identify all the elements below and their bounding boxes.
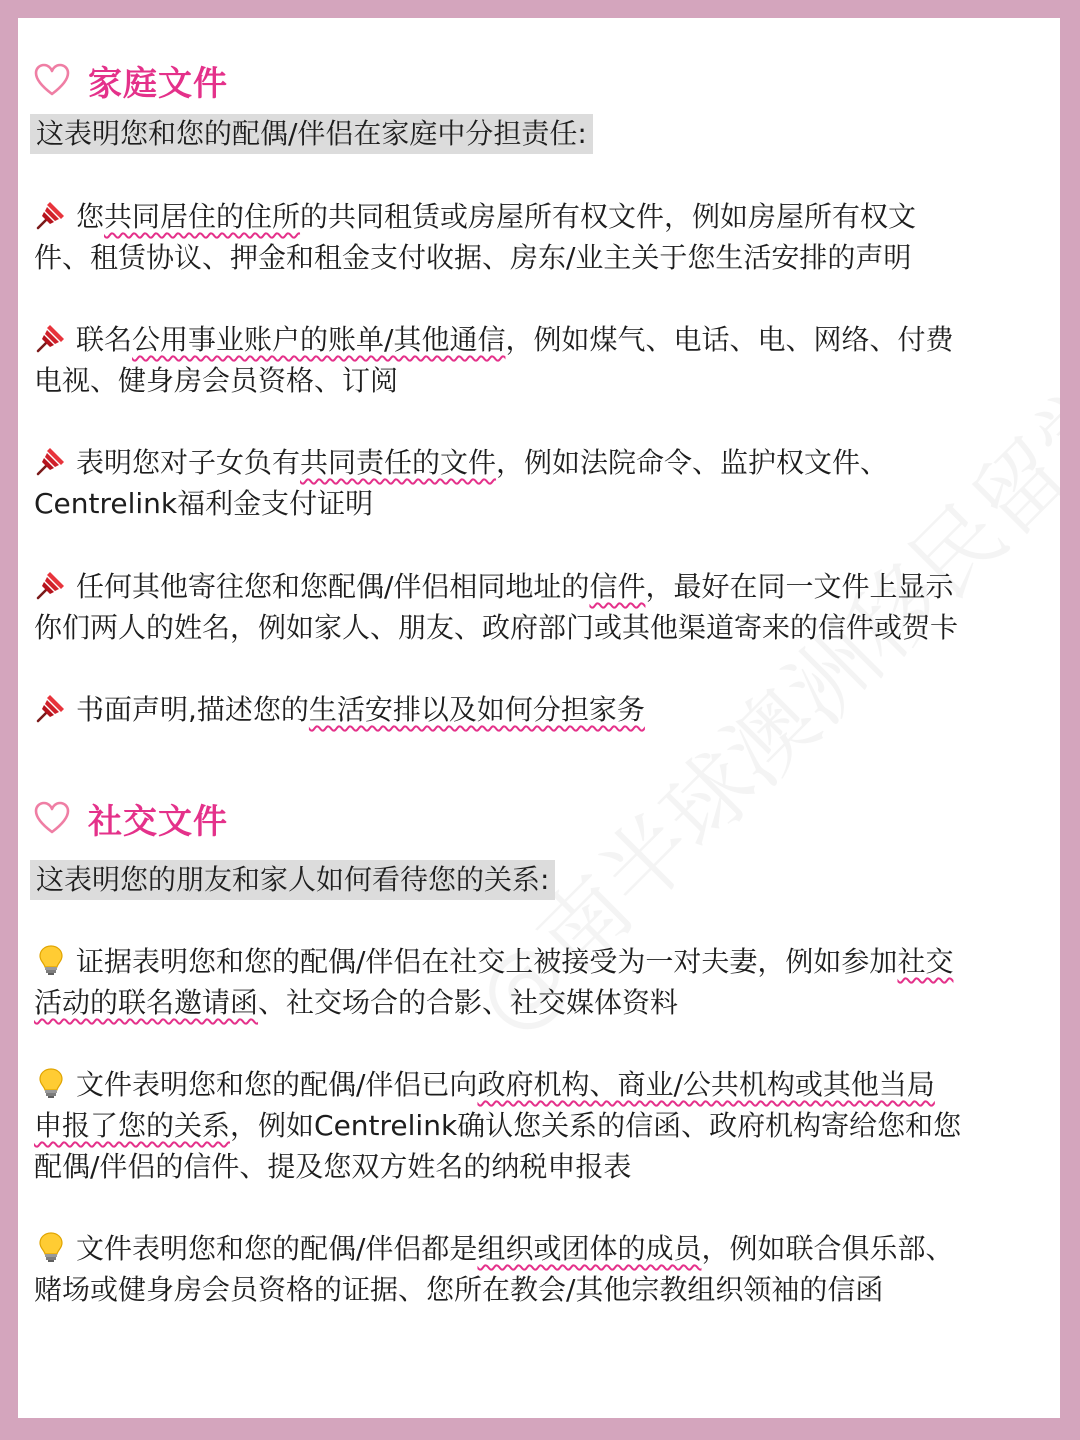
section-intro: 这表明您和您的配偶/伴侣在家庭中分担责任: <box>30 114 593 154</box>
heart-outline-icon <box>34 63 70 97</box>
list-item <box>34 319 1042 401</box>
item-line <box>34 566 1042 607</box>
item-text: 、社交场合的合影、社交媒体资料 <box>258 986 679 1019</box>
item-text: 赌场或健身房会员资格的证据、您所在教会/其他宗教组织领袖的信函 <box>34 1273 884 1306</box>
pushpin-icon <box>34 568 68 602</box>
item-line <box>34 360 1042 401</box>
document-page <box>18 18 1060 1418</box>
item-text: 的共同租赁或房屋所有权文件，例如房屋所有权文 <box>300 200 917 233</box>
pushpin-icon <box>34 691 68 725</box>
item-text: 书面声明,描述您的 <box>76 693 309 726</box>
item-text: 证据表明您和您的配偶/伴侣在社交上被接受为一对夫妻，例如参加 <box>76 945 898 978</box>
list-item <box>34 1064 1042 1187</box>
underlined-text: 生活安排以及如何分担家务 <box>308 693 645 726</box>
lightbulb-icon <box>34 943 68 977</box>
item-text: 件、租赁协议、押金和租金支付收据、房东/业主关于您生活安排的声明 <box>34 241 912 274</box>
item-text: Centrelink福利金支付证明 <box>34 487 374 520</box>
item-text: ，例如Centrelink确认您关系的信函、政府机构寄给您和您 <box>230 1109 962 1142</box>
section-intro: 这表明您的朋友和家人如何看待您的关系: <box>30 860 555 900</box>
item-line <box>34 607 1042 648</box>
underlined-text: 政府机构、商业/公共机构或其他当局 <box>477 1068 935 1101</box>
item-text: ，例如联合俱乐部、 <box>701 1232 954 1265</box>
item-text: ，最好在同一文件上显示 <box>645 570 954 603</box>
item-text: 配偶/伴侣的信件、提及您双方姓名的纳税申报表 <box>34 1150 632 1183</box>
item-text: 您 <box>76 200 105 233</box>
item-line <box>34 1105 1042 1146</box>
underlined-text: 信件 <box>589 570 646 603</box>
pushpin-icon <box>34 444 68 478</box>
heart-outline-icon <box>34 801 70 835</box>
item-line <box>34 1064 1042 1105</box>
underlined-text: 社交 <box>897 945 954 978</box>
lightbulb-icon <box>34 1066 68 1100</box>
list-item <box>34 689 1042 730</box>
item-line <box>34 1228 1042 1269</box>
section-title: 社交文件 <box>88 801 228 842</box>
item-line <box>34 689 1042 730</box>
item-line <box>34 1146 1042 1187</box>
list-item <box>34 1228 1042 1310</box>
underlined-text: 公用事业账户的账单/其他通信 <box>132 323 506 356</box>
underlined-text: 活动的联名邀请函 <box>34 986 259 1019</box>
item-text: 表明您对子女负有 <box>76 446 301 479</box>
item-text: 文件表明您和您的配偶/伴侣都是 <box>76 1232 478 1265</box>
underlined-text: 共同责任的文件 <box>300 446 497 479</box>
list-item <box>34 566 1042 648</box>
item-line <box>34 1269 1042 1310</box>
item-line <box>34 319 1042 360</box>
item-text: ，例如煤气、电话、电、网络、付费 <box>505 323 954 356</box>
item-line <box>34 442 1042 483</box>
item-line <box>34 941 1042 982</box>
underlined-text: 组织或团体的成员 <box>477 1232 702 1265</box>
list-item <box>34 196 1042 278</box>
pushpin-icon <box>34 198 68 232</box>
section-heading <box>34 58 228 102</box>
underlined-text: 申报了您的关系 <box>34 1109 231 1142</box>
item-text: 文件表明您和您的配偶/伴侣已向 <box>76 1068 478 1101</box>
item-text: 你们两人的姓名，例如家人、朋友、政府部门或其他渠道寄来的信件或贺卡 <box>34 611 959 644</box>
pushpin-icon <box>34 321 68 355</box>
lightbulb-icon <box>34 1230 68 1264</box>
item-line <box>34 982 1042 1023</box>
item-text: 任何其他寄往您和您配偶/伴侣相同地址的 <box>76 570 590 603</box>
list-item <box>34 941 1042 1023</box>
item-line <box>34 237 1042 278</box>
item-text: 电视、健身房会员资格、订阅 <box>34 364 399 397</box>
item-text: 联名 <box>76 323 133 356</box>
section-title: 家庭文件 <box>88 63 228 104</box>
section-heading <box>34 796 228 840</box>
list-item <box>34 442 1042 524</box>
item-line <box>34 483 1042 524</box>
underlined-text: 共同居住的住所 <box>104 200 301 233</box>
item-text: ，例如法院命令、监护权文件、 <box>496 446 889 479</box>
item-line <box>34 196 1042 237</box>
